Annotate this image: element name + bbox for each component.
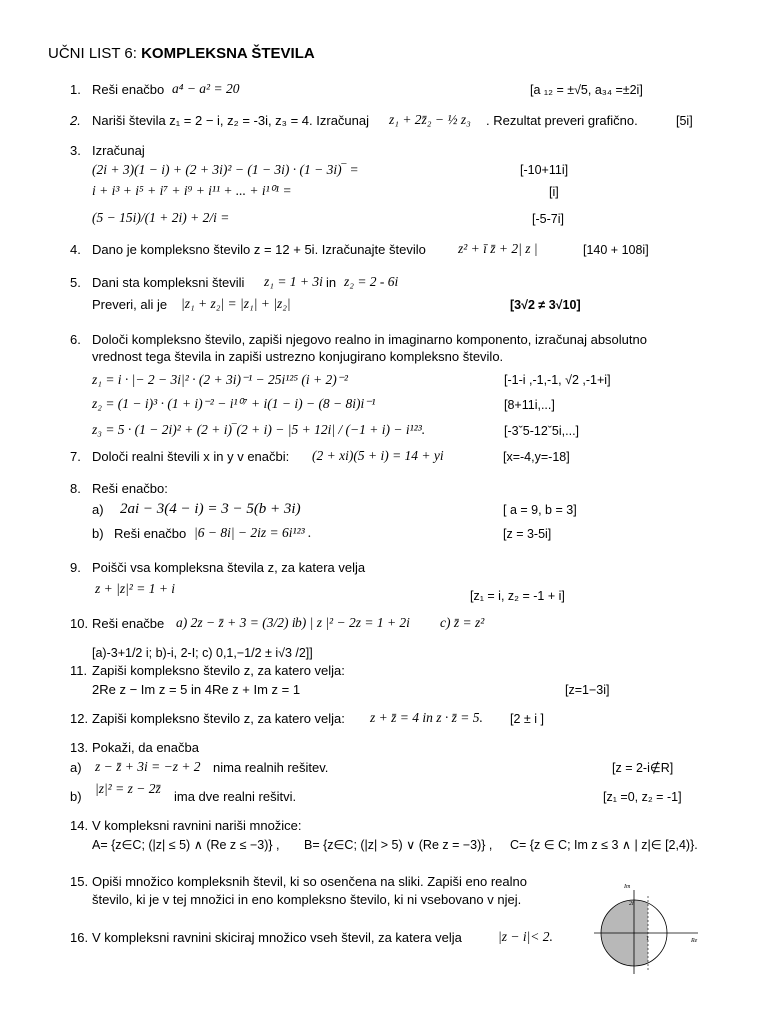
answer-7: [x=-4,y=-18] (503, 450, 570, 464)
text-5c: Preveri, ali je (92, 297, 168, 312)
answer-6a: [-1-i ,-1,-1, √2 ,-1+i] (504, 373, 611, 387)
answer-3a: [-10+11i] (520, 163, 569, 177)
formula-7: (2 + xi)(5 + i) = 14 + yi (312, 448, 444, 463)
x-tick-label: 1 (646, 936, 649, 942)
answer-8b: [z = 3-5i] (503, 527, 552, 541)
im-label: Im (624, 884, 631, 890)
text-11: Zapiši kompleksno število z, za katero velja: (92, 663, 345, 678)
formula-9: z + |z|² = 1 + i (95, 581, 176, 596)
y-tick-label: 2i (629, 901, 634, 907)
num-4: 4. (70, 242, 81, 257)
label-8a: a) (92, 502, 104, 517)
set-a: A= {z∈C; (|z| ≤ 5) ∧ (Re z ≤ −3)} , (92, 838, 280, 852)
text-13b: ima dve realni rešitvi. (174, 789, 297, 804)
num-13: 13. (70, 740, 89, 755)
set-c: C= {z ∈ C; Im z ≤ 3 ∧ | z|∈ [2,4)}. (510, 838, 698, 852)
text-7: Določi realni števili x in y v enačbi: (92, 449, 290, 464)
num-15: 15. (70, 874, 89, 889)
text-8b: Reši enačbo (114, 526, 187, 541)
formula-8a: 2ai − 3(4 − i) = 3 − 5(b + 3i) (120, 501, 301, 517)
num-5: 5. (70, 275, 81, 290)
answer-6b: [8+11i,...] (504, 398, 555, 412)
formula-3b: i + i³ + i⁵ + i⁷ + i⁹ + i¹¹ + ... + i¹⁰¹ = (92, 183, 292, 198)
formula-3c: (5 − 15i)/(1 + 2i) + 2/i = (92, 210, 230, 225)
formula-6a: z₁ = i · |− 2 − 3i|² · (2 + 3i)⁻¹ − 25i¹²⁵ (i + 2)⁻² (92, 372, 348, 387)
text-2b: . Rezultat preveri grafično. (486, 113, 638, 128)
answer-1: [a ₁₂ = ±√5, a₃₄ =±2i] (530, 83, 643, 97)
num-6: 6. (70, 332, 81, 347)
num-10: 10. (70, 616, 89, 631)
text-13: Pokaži, da enačba (92, 740, 199, 755)
answer-10: [a)-3+1/2 i; b)-i, 2-I; c) 0,1,−1/2 ± i√3 /2]] (92, 646, 313, 660)
formula-5c: |z₁ + z₂| = |z₁| + |z₂| (181, 296, 291, 311)
re-label: Re (691, 938, 698, 944)
formula-5a: z₁ = 1 + 3i (264, 274, 323, 289)
answer-4: [140 + 108i] (583, 243, 649, 257)
text-3: Izračunaj (92, 143, 145, 158)
text-8: Reši enačbo: (92, 481, 168, 496)
text-13a: nima realnih rešitev. (213, 760, 329, 775)
answer-13a: [z = 2-i∉R] (612, 761, 674, 775)
text-15a: Opiši množico kompleksnih števil, ki so osenčena na sliki. Zapiši eno realno (92, 874, 527, 889)
text-1: Reši enačbo (92, 82, 165, 97)
answer-12: [2 ± i ] (510, 712, 544, 726)
shaded-region (590, 876, 648, 976)
complex-plane-figure (590, 876, 705, 976)
text-5b: in (326, 275, 337, 290)
formula-6c: z₃ = 5 · (1 − 2i)² + (2 + i)‾(2 + i) − |5 + 12i| / (−1 + i) − i¹²³. (92, 422, 426, 437)
text-6a: Določi kompleksno število, zapiši njegovo realno in imaginarno komponento, izračunaj absolutno (92, 332, 647, 347)
formula-8b: |6 − 8i| − 2iz = 6i¹²³ . (194, 525, 312, 540)
formula-10b: b) | z |² − 2z = 1 + 2i (295, 615, 410, 630)
num-9: 9. (70, 560, 81, 575)
num-14: 14. (70, 818, 89, 833)
formula-4: z² + ī z̄ + 2| z | (458, 241, 538, 256)
text-6b: vrednost tega števila in zapiši ustrezno konjugirano kompleksno število. (92, 349, 504, 364)
formula-3a: (2i + 3)(1 − i) + (2 + 3i)² − (1 − 3i) · (1 − 3i)‾ = (92, 162, 359, 177)
num-16: 16. (70, 930, 89, 945)
formula-16: |z − i|< 2. (498, 929, 553, 944)
answer-2: [5i] (676, 114, 693, 128)
num-3: 3. (70, 143, 81, 158)
text-4: Dano je kompleksno število z = 12 + 5i. Izračunajte število (92, 242, 426, 257)
formula-5b: z₂ = 2 - 6i (344, 274, 399, 289)
formula-10a: a) 2z − z̄ + 3 = (3/2) i (176, 615, 296, 630)
label-13b: b) (70, 789, 82, 804)
num-1: 1. (70, 82, 81, 97)
num-7: 7. (70, 449, 81, 464)
formula-13a: z − z̄ + 3i = −z + 2 (95, 759, 201, 774)
formula-12: z + z̄ = 4 in z · z̄ = 5. (370, 710, 483, 725)
num-8: 8. (70, 481, 81, 496)
text-2a: Nariši števila z₁ = 2 − i, z₂ = -3i, z₃ = 4. Izračunaj (92, 113, 369, 128)
formula-13b: |z|² = z − 2z̄ (95, 781, 161, 796)
answer-5: [3√2 ≠ 3√10] (510, 298, 581, 312)
num-11: 11. (70, 663, 88, 678)
page-title (48, 46, 315, 62)
answer-6c: [-3ˇ5-12ˇ5i,...] (504, 424, 580, 438)
text-14: V kompleksni ravnini nariši množice: (92, 818, 302, 833)
answer-11: [z=1−3i] (565, 683, 610, 697)
set-b: B= {z∈C; (|z| > 5) ∨ (Re z = −3)} , (304, 838, 493, 852)
answer-3c: [-5-7i] (532, 212, 564, 226)
title-prefix: UČNI LIST 6: (48, 45, 142, 62)
formula-2: z₁ + 2z̄₂ − ½ z₃ (389, 112, 471, 127)
formula-10c: c) z̄ = z² (440, 615, 485, 630)
text-5a: Dani sta kompleksni števili (92, 275, 245, 290)
num-2: 2. (70, 113, 81, 128)
formula-6b: z₂ = (1 − i)³ · (1 + i)⁻² − i¹⁰⁷ + i(1 − i) − (8 − 8i)i⁻¹ (92, 396, 376, 411)
text-15b: število, ki je v tej množici in eno kompleksno število, ki ni vsebovano v njej. (92, 892, 522, 907)
label-13a: a) (70, 760, 82, 775)
answer-13b: [z₁ =0, z₂ = -1] (603, 790, 682, 804)
title-bold: KOMPLEKSNA ŠTEVILA (141, 45, 315, 62)
answer-3b: [i] (549, 185, 559, 199)
text-9: Poišči vsa kompleksna števila z, za katera velja (92, 560, 366, 575)
formula-1: a⁴ − a² = 20 (172, 81, 240, 96)
formula-11: 2Re z − Im z = 5 in 4Re z + Im z = 1 (92, 682, 301, 697)
answer-9: [z₁ = i, z₂ = -1 + i] (470, 589, 565, 603)
text-10: Reši enačbe (92, 616, 165, 631)
text-12: Zapiši kompleksno število z, za katero velja: (92, 711, 345, 726)
num-12: 12. (70, 711, 89, 726)
text-16: V kompleksni ravnini skiciraj množico vseh števil, za katera velja (92, 930, 462, 945)
answer-8a: [ a = 9, b = 3] (503, 503, 577, 517)
label-8b: b) (92, 526, 104, 541)
